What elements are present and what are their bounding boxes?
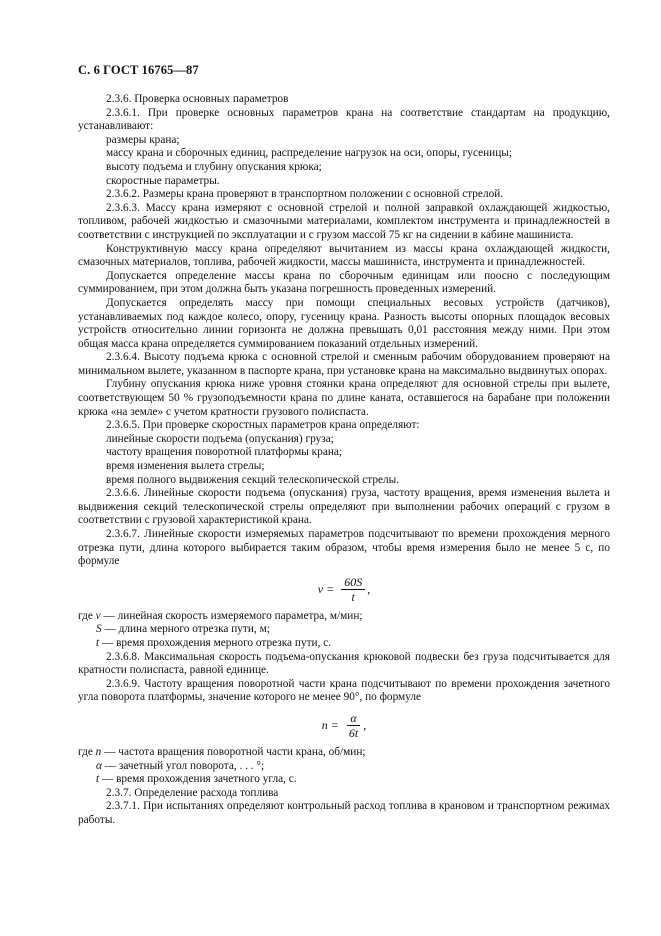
where-symbol: t xyxy=(96,773,100,786)
where-line xyxy=(78,760,610,774)
where-block-1 xyxy=(78,610,610,651)
paragraph: 2.3.6.9. Частоту вращения поворотной части крана подсчитывают по времени прохождения зачетного угла поворота платформы, значение которого не менее 90°, по формуле xyxy=(78,677,610,704)
paragraph: 2.3.6.6. Линейные скорости подъема (опускания) груза, частоту вращения, время изменения вылета и выдвижения секций телескопической стрелы определяют при выполнении рабочих операций с грузом в соответствии с грузовой характеристикой крана. xyxy=(78,487,610,527)
paragraph: 2.3.6.3. Массу крана измеряют с основной стрелой и полной заправкой охлаждающей жидкостью, топливом, рабочей жидкостью и смазочными материалами, комплектом инструмента и принадлежностей в соответствии с инструкцией по эксплуатации и с грузом массой 75 кг на сидении в кабине машиниста. xyxy=(78,201,610,241)
formula-rotation-frequency xyxy=(78,708,610,744)
paragraph: 2.3.6.7. Линейные скорости измеряемых параметров подсчитывают по времени прохождения мерного отрезка пути, длина которого выбирается таким образом, чтобы время измерения было не менее 5 с, по формуле xyxy=(78,528,610,568)
formula-denominator: t xyxy=(351,590,355,605)
where-prefix: где xyxy=(78,609,96,622)
paragraph: 2.3.7. Определение расхода топлива xyxy=(106,786,279,799)
where-text: — линейная скорость измеряемого параметра, м/мин; xyxy=(100,609,363,622)
where-line xyxy=(78,637,610,651)
paragraph: Допускается определять массу при помощи специальных весовых устройств (датчиков), устанавливаемых под каждое колесо, опору, гусеницу крана. Разность высоты опорных площадок весовых устройств относительно линии горизонта не должна превышать 0,01 расстояния между ними. При этом общая масса крана определяется суммированием показаний отдельных измерений. xyxy=(78,296,610,350)
paragraph: Конструктивную массу крана определяют вычитанием из массы крана охлаждающей жидкости, смазочных материалов, топлива, рабочей жидкости, массы машиниста, инструмента и принадлежностей. xyxy=(78,242,610,269)
list-item: массу крана и сборочных единиц, распределение нагрузок на оси, опоры, гусеницы; xyxy=(106,147,512,160)
where-text: — длина мерного отрезка пути, м; xyxy=(101,623,270,636)
paragraph-group-2 xyxy=(78,651,610,705)
formula-linear-speed xyxy=(78,572,610,608)
formula-numerator: 60S xyxy=(341,575,365,590)
paragraph: 2.3.7.1. При испытаниях определяют контрольный расход топлива в крановом и транспортном режимах работы. xyxy=(78,800,610,826)
where-line xyxy=(78,610,610,624)
where-line xyxy=(78,623,610,637)
formula-numerator: α xyxy=(347,711,359,726)
list-item: скоростные параметры. xyxy=(106,174,220,187)
where-text: — время прохождения зачетного угла, с. xyxy=(99,773,297,786)
paragraph-group-1 xyxy=(78,93,610,569)
paragraph: 2.3.6.2. Размеры крана проверяют в транспортном положении с основной стрелой. xyxy=(106,188,504,201)
list-item: время полного выдвижения секций телескопической стрелы. xyxy=(106,473,400,486)
where-symbol: S xyxy=(96,623,102,636)
list-item: высоту подъема и глубину опускания крюка; xyxy=(106,160,322,173)
where-prefix: где xyxy=(78,745,96,758)
paragraph: Допускается определение массы крана по сборочным единицам или поосно с последующим суммированием, при этом должна быть указана погрешность проведенных измерений. xyxy=(78,269,610,296)
formula-fraction xyxy=(341,575,365,604)
where-line xyxy=(78,746,610,760)
paragraph: 2.3.6.5. При проверке скоростных параметров крана определяют: xyxy=(106,419,420,432)
where-line xyxy=(78,773,610,787)
paragraph: Глубину опускания крюка ниже уровня стоянки крана определяют для основной стрелы при вылете, соответствующем 50 % грузоподъемности крана по длине каната, оставшегося на барабане при положении крюка «на земле» с учетом кратности грузового полиспаста. xyxy=(78,378,610,418)
page-header: С. 6 ГОСТ 16765—87 xyxy=(78,63,199,77)
formula-fraction xyxy=(346,711,361,740)
where-symbol: v xyxy=(95,609,101,622)
where-text: — время прохождения мерного отрезка пути, с. xyxy=(99,636,332,649)
document-body xyxy=(78,93,610,828)
where-block-2 xyxy=(78,746,610,787)
paragraph: 2.3.6. Проверка основных параметров xyxy=(106,93,289,105)
where-symbol: n xyxy=(95,745,102,758)
formula-punct: , xyxy=(367,581,371,596)
paragraph-group-3 xyxy=(78,787,610,828)
formula-denominator: 6t xyxy=(348,726,359,741)
paragraph: 2.3.6.4. Высоту подъема крюка с основной стрелой и сменным рабочим оборудованием проверяют на минимальном вылете, указанном в паспорте крана, при установке крана на максимально выдвинутых опорах. xyxy=(78,351,610,377)
list-item: частоту вращения поворотной платформы крана; xyxy=(106,446,343,459)
paragraph: 2.3.6.1. При проверке основных параметров крана на соответствие стандартам на продукцию, устанавливают: xyxy=(78,106,610,133)
paragraph: 2.3.6.8. Максимальная скорость подъема-опускания крюковой подвески без груза подсчитывается для кратности полиспаста, равной единице. xyxy=(78,650,610,677)
where-text: — частота вращения поворотной части крана, об/мин; xyxy=(101,745,366,758)
where-text: — зачетный угол поворота, . . . °; xyxy=(101,759,265,772)
formula-lhs: v = xyxy=(317,581,335,596)
list-item: линейные скорости подъема (опускания) груза; xyxy=(106,432,334,445)
formula-punct: , xyxy=(363,718,367,733)
list-item: время изменения вылета стрелы; xyxy=(106,460,265,473)
where-symbol: t xyxy=(96,636,100,649)
formula-lhs: n = xyxy=(321,718,339,733)
list-item: размеры крана; xyxy=(106,133,180,146)
where-symbol: α xyxy=(96,759,102,772)
